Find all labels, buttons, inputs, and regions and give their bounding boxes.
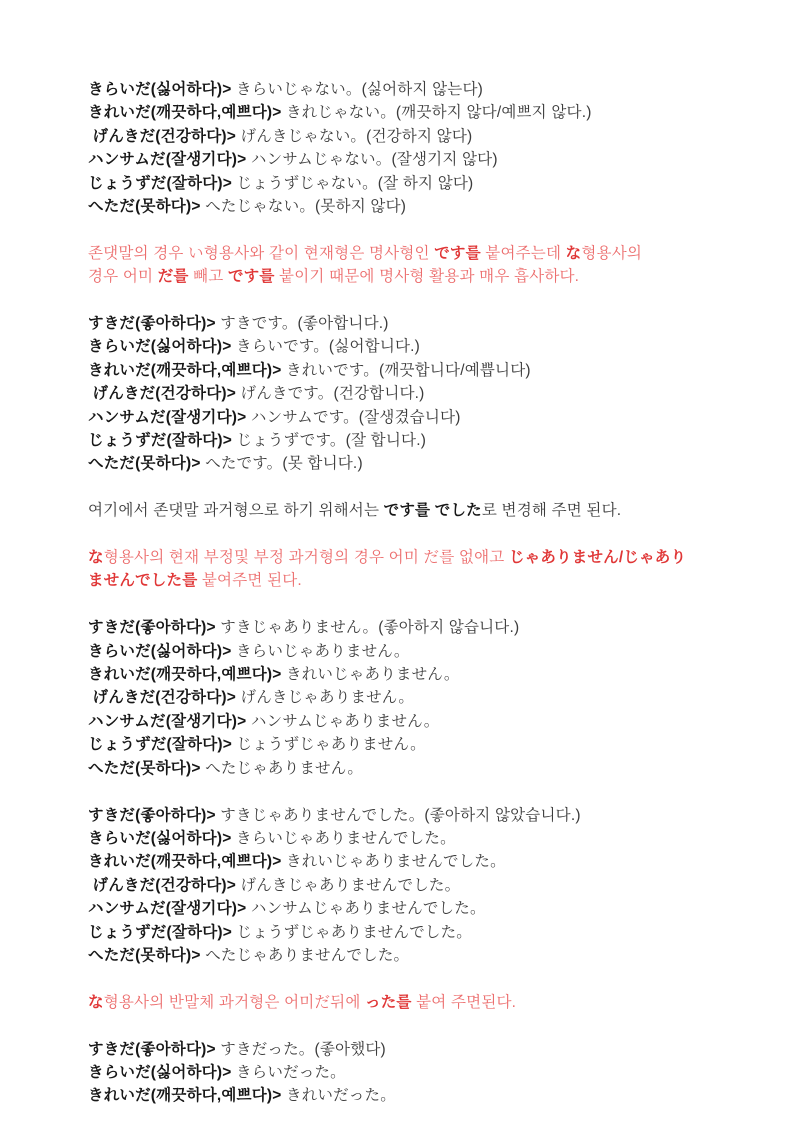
example-line bbox=[88, 195, 773, 218]
note-run: 빼고 bbox=[188, 268, 228, 286]
conversion-text: ハンサムじゃありませんでした。 bbox=[246, 900, 486, 918]
jp-term-with-gloss: げんきだ(건강하다)> bbox=[88, 385, 236, 403]
note-run: 경우 어미 bbox=[88, 268, 158, 286]
example-line bbox=[88, 101, 773, 124]
note-run: 붙이기 때문에 명사형 활용과 매우 흡사하다. bbox=[274, 268, 580, 286]
example-line bbox=[88, 312, 773, 335]
jp-term-with-gloss: ハンサムだ(잘생기다)> bbox=[88, 151, 247, 169]
example-line bbox=[88, 382, 773, 405]
jp-term-with-gloss: きらいだ(싫어하다)> bbox=[88, 338, 232, 356]
note-line bbox=[88, 265, 773, 288]
note-paragraph bbox=[88, 499, 773, 522]
note-paragraph bbox=[88, 991, 773, 1014]
conversion-text: へたじゃありません。 bbox=[200, 759, 364, 777]
example-line bbox=[88, 452, 773, 475]
note-run: 붙여주면 된다. bbox=[197, 572, 302, 590]
example-line bbox=[88, 125, 773, 148]
example-line bbox=[88, 335, 773, 358]
example-block bbox=[88, 312, 773, 476]
example-line bbox=[88, 850, 773, 873]
note-run: な bbox=[565, 244, 582, 262]
jp-term-with-gloss: へただ(못하다)> bbox=[88, 455, 201, 473]
example-line bbox=[88, 710, 773, 733]
jp-term-with-gloss: すきだ(좋아하다)> bbox=[88, 619, 216, 637]
conversion-text: きらいじゃない。(싫어하지 않는다) bbox=[231, 81, 484, 98]
conversion-text: へたじゃありませんでした。 bbox=[200, 946, 410, 964]
jp-term-with-gloss: きれいだ(깨끗하다,예쁘다)> bbox=[88, 361, 282, 379]
note-run: ませんでした를 bbox=[88, 572, 198, 590]
jp-term-with-gloss: きらいだ(싫어하다)> bbox=[88, 1063, 232, 1081]
jp-term-with-gloss: きらいだ(싫어하다)> bbox=[88, 829, 232, 847]
example-line bbox=[88, 640, 773, 663]
example-block bbox=[88, 616, 773, 780]
jp-term-with-gloss: げんきだ(건강하다)> bbox=[88, 689, 236, 707]
conversion-text: すきです。(좋아합니다.) bbox=[215, 315, 389, 333]
example-line bbox=[88, 78, 773, 101]
jp-term-with-gloss: ハンサムだ(잘생기다)> bbox=[88, 712, 247, 730]
example-line bbox=[88, 827, 773, 850]
jp-term-with-gloss: すきだ(좋아하다)> bbox=[88, 806, 216, 824]
jp-term-with-gloss: きらいだ(싫어하다)> bbox=[88, 642, 232, 660]
jp-term-with-gloss: きれいだ(깨끗하다,예쁘다)> bbox=[88, 1087, 282, 1105]
example-line bbox=[88, 429, 773, 452]
note-line bbox=[88, 499, 773, 522]
note-run: です를 bbox=[434, 244, 481, 262]
example-line bbox=[88, 921, 773, 944]
conversion-text: へたじゃない。(못하지 않다) bbox=[200, 198, 407, 216]
conversion-text: きれいだった。 bbox=[281, 1087, 396, 1105]
conversion-text: じょうずじゃありませんでした。 bbox=[232, 923, 473, 941]
note-run: 형용사의 반말체 과거형은 어미だ뒤에 bbox=[103, 993, 366, 1011]
conversion-text: きれいじゃありません。 bbox=[281, 666, 460, 684]
jp-term-with-gloss: じょうずだ(잘하다)> bbox=[88, 432, 232, 450]
example-line bbox=[88, 172, 773, 195]
example-line bbox=[88, 874, 773, 897]
conversion-text: きれいです。(깨끗합니다/예쁩니다) bbox=[281, 361, 531, 379]
note-run: な bbox=[88, 993, 104, 1011]
conversion-text: きれいじゃありませんでした。 bbox=[281, 853, 506, 871]
note-run: だ를 bbox=[157, 268, 189, 286]
example-line bbox=[88, 1061, 773, 1084]
example-line bbox=[88, 616, 773, 639]
jp-term-with-gloss: へただ(못하다)> bbox=[88, 946, 201, 964]
note-paragraph bbox=[88, 546, 773, 593]
note-run: じゃありません/じゃあり bbox=[508, 549, 687, 567]
jp-term-with-gloss: げんきだ(건강하다)> bbox=[88, 876, 236, 894]
example-block bbox=[88, 804, 773, 968]
jp-term-with-gloss: げんきだ(건강하다)> bbox=[88, 127, 236, 145]
example-line bbox=[88, 686, 773, 709]
note-run: でした bbox=[434, 502, 482, 520]
jp-term-with-gloss: すきだ(좋아하다)> bbox=[88, 1040, 216, 1058]
note-paragraph bbox=[88, 242, 773, 289]
example-block bbox=[88, 1038, 773, 1108]
example-line bbox=[88, 663, 773, 686]
jp-term-with-gloss: へただ(못하다)> bbox=[88, 198, 201, 216]
note-run: です를 bbox=[383, 502, 431, 520]
note-run: 붙여주는데 bbox=[480, 244, 566, 262]
jp-term-with-gloss: きれいだ(깨끗하다,예쁘다)> bbox=[88, 853, 282, 871]
conversion-text: へたです。(못 합니다.) bbox=[200, 455, 363, 473]
note-line bbox=[88, 546, 773, 569]
conversion-text: ハンサムじゃありません。 bbox=[246, 712, 440, 730]
jp-term-with-gloss: ハンサムだ(잘생기다)> bbox=[88, 408, 247, 426]
note-line bbox=[88, 569, 773, 592]
jp-term-with-gloss: へただ(못하다)> bbox=[88, 759, 201, 777]
jp-term-with-gloss: すきだ(좋아하다)> bbox=[88, 315, 216, 333]
conversion-text: げんきじゃありませんでした。 bbox=[235, 876, 461, 894]
example-line bbox=[88, 897, 773, 920]
example-line bbox=[88, 733, 773, 756]
conversion-text: ハンサムです。(잘생겼습니다) bbox=[246, 408, 461, 426]
conversion-text: すきだった。(좋아했다) bbox=[215, 1040, 386, 1058]
conversion-text: げんきじゃありません。 bbox=[235, 689, 415, 707]
note-run: な bbox=[88, 549, 104, 567]
example-line bbox=[88, 1038, 773, 1061]
note-run: 붙여 주면된다. bbox=[411, 993, 517, 1011]
note-line bbox=[88, 991, 773, 1014]
note-run: 형용사의 bbox=[581, 244, 643, 262]
conversion-text: げんきです。(건강합니다.) bbox=[235, 385, 425, 403]
jp-term-with-gloss: きらいだ(싫어하다)> bbox=[88, 81, 232, 98]
example-block bbox=[88, 78, 773, 218]
jp-term-with-gloss: じょうずだ(잘하다)> bbox=[88, 923, 232, 941]
conversion-text: じょうずじゃない。(잘 하지 않다) bbox=[232, 174, 474, 192]
note-run: 존댓말의 경우 い형용사와 같이 현재형은 명사형인 bbox=[88, 244, 435, 262]
example-line bbox=[88, 944, 773, 967]
example-line bbox=[88, 148, 773, 171]
jp-term-with-gloss: ハンサムだ(잘생기다)> bbox=[88, 900, 247, 918]
note-run: 형용사의 현재 부정및 부정 과거형의 경우 어미 だ를 없애고 bbox=[103, 549, 509, 567]
conversion-text: じょうずじゃありません。 bbox=[232, 736, 426, 754]
note-run: 여기에서 존댓말 과거형으로 하기 위해서는 bbox=[88, 502, 384, 520]
jp-term-with-gloss: きれいだ(깨끗하다,예쁘다)> bbox=[88, 666, 282, 684]
note-run: 로 변경해 주면 된다. bbox=[481, 502, 622, 520]
conversion-text: すきじゃありませんでした。(좋아하지 않았습니다.) bbox=[215, 806, 581, 824]
example-line bbox=[88, 757, 773, 780]
note-run: です를 bbox=[227, 268, 275, 286]
jp-term-with-gloss: きれいだ(깨끗하다,예쁘다)> bbox=[88, 104, 282, 122]
note-run: った를 bbox=[365, 993, 412, 1011]
example-line bbox=[88, 359, 773, 382]
conversion-text: すきじゃありません。(좋아하지 않습니다.) bbox=[215, 619, 520, 637]
conversion-text: きらいじゃありませんでした。 bbox=[231, 829, 456, 847]
jp-term-with-gloss: じょうずだ(잘하다)> bbox=[88, 174, 232, 192]
conversion-text: きらいです。(싫어합니다.) bbox=[231, 338, 421, 356]
conversion-text: ハンサムじゃない。(잘생기지 않다) bbox=[246, 151, 498, 169]
conversion-text: じょうずです。(잘 합니다.) bbox=[232, 432, 427, 450]
conversion-text: きらいじゃありません。 bbox=[231, 642, 410, 660]
conversion-text: げんきじゃない。(건강하지 않다) bbox=[235, 127, 473, 145]
note-line bbox=[88, 242, 773, 265]
example-line bbox=[88, 406, 773, 429]
example-line bbox=[88, 1084, 773, 1107]
conversion-text: きれじゃない。(깨끗하지 않다/예쁘지 않다.) bbox=[281, 104, 592, 122]
jp-term-with-gloss: じょうずだ(잘하다)> bbox=[88, 736, 232, 754]
conversion-text: きらいだった。 bbox=[231, 1063, 346, 1081]
example-line bbox=[88, 804, 773, 827]
